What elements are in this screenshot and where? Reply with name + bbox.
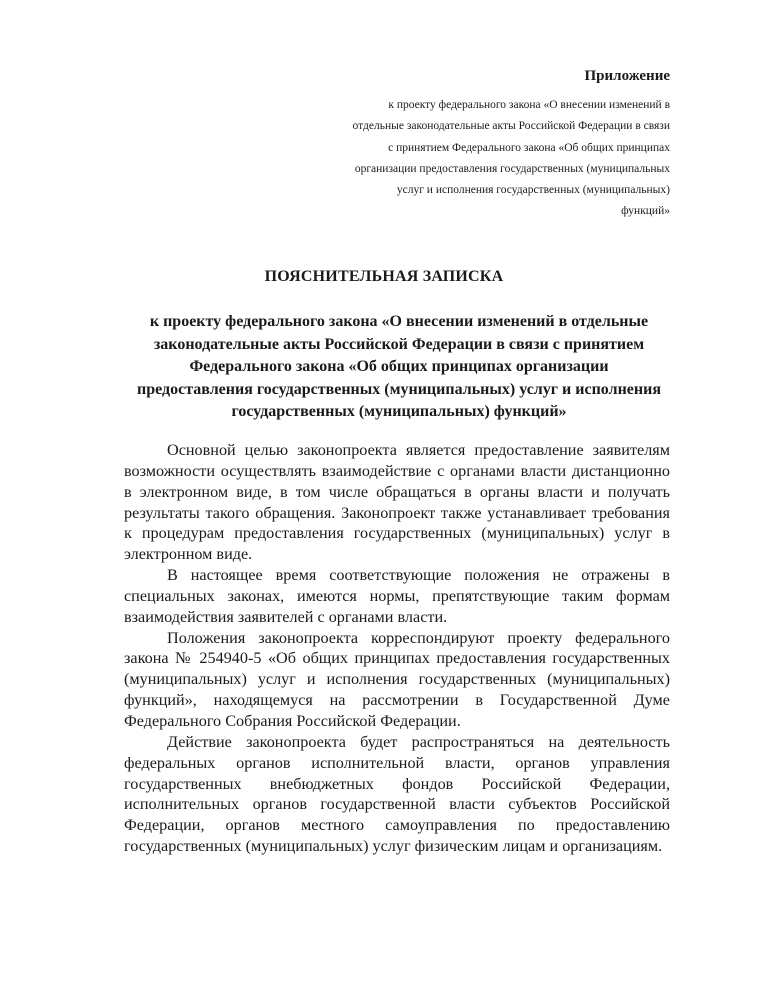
subtitle-line: законодательные акты Российской Федерации в связи с принятием: [153, 335, 645, 353]
appendix-line: услуг и исполнения государственных (муниципальных): [396, 184, 670, 197]
subtitle-line: Федерального закона «Об общих принципах организации: [189, 358, 609, 375]
body-paragraph: В настоящее время соответствующие положения не отражены в специальных законах, имеются нормы, препятствующие таким формам взаимодействия заявителей с органами власти.: [124, 566, 670, 626]
appendix-line: отдельные законодательные акты Российской Федерации в связи: [352, 120, 670, 133]
appendix-title: Приложение: [584, 68, 670, 84]
appendix-line: к проекту федерального закона «О внесении изменений в: [388, 99, 670, 111]
document-subtitle: [110, 311, 688, 424]
document-body: [124, 440, 670, 857]
body-paragraph: Положения законопроекта корреспондируют проекту федерального закона № 254940-5 «Об общих принципах предоставления государственных (муниципальных) услуг и исполнения государственных (муниципальных) функций», находящемуся на рассмотрении в Государственной Думе Федерального Собрания Российской Федерации.: [124, 628, 670, 730]
appendix-line: функций»: [621, 205, 670, 218]
subtitle-line: к проекту федерального закона «О внесении изменений в отдельные: [149, 313, 649, 330]
document-title: ПОЯСНИТЕЛЬНАЯ ЗАПИСКА: [264, 268, 504, 285]
subtitle-line: предоставления государственных (муниципальных) услуг и исполнения: [137, 380, 661, 398]
appendix-line: организации предоставления государственных (муниципальных: [354, 162, 670, 175]
body-paragraph: Действие законопроекта будет распространяться на деятельность федеральных органов исполнительной власти, органов управления государственных внебюджетных фондов Российской Федерации, исполнительных органов государственной власти субъектов Российской Федерации, органов местного самоуправления по предоставлению государственных (муниципальных) услуг физическим лицам и организациям.: [124, 732, 670, 856]
subtitle-line: государственных (муниципальных) функций»: [231, 403, 567, 420]
appendix-header: [290, 66, 670, 223]
body-paragraph: Основной целью законопроекта является предоставление заявителям возможности осуществлять взаимодействие с органами власти дистанционно в электронном виде, в том числе обращаться в органы власти и получать результаты такого обращения. Законопроект также устанавливает требования к процедурам предоставления государственных (муниципальных) услуг в электронном виде.: [124, 441, 670, 564]
appendix-line: с принятием Федерального закона «Об общих принципах: [388, 141, 670, 154]
